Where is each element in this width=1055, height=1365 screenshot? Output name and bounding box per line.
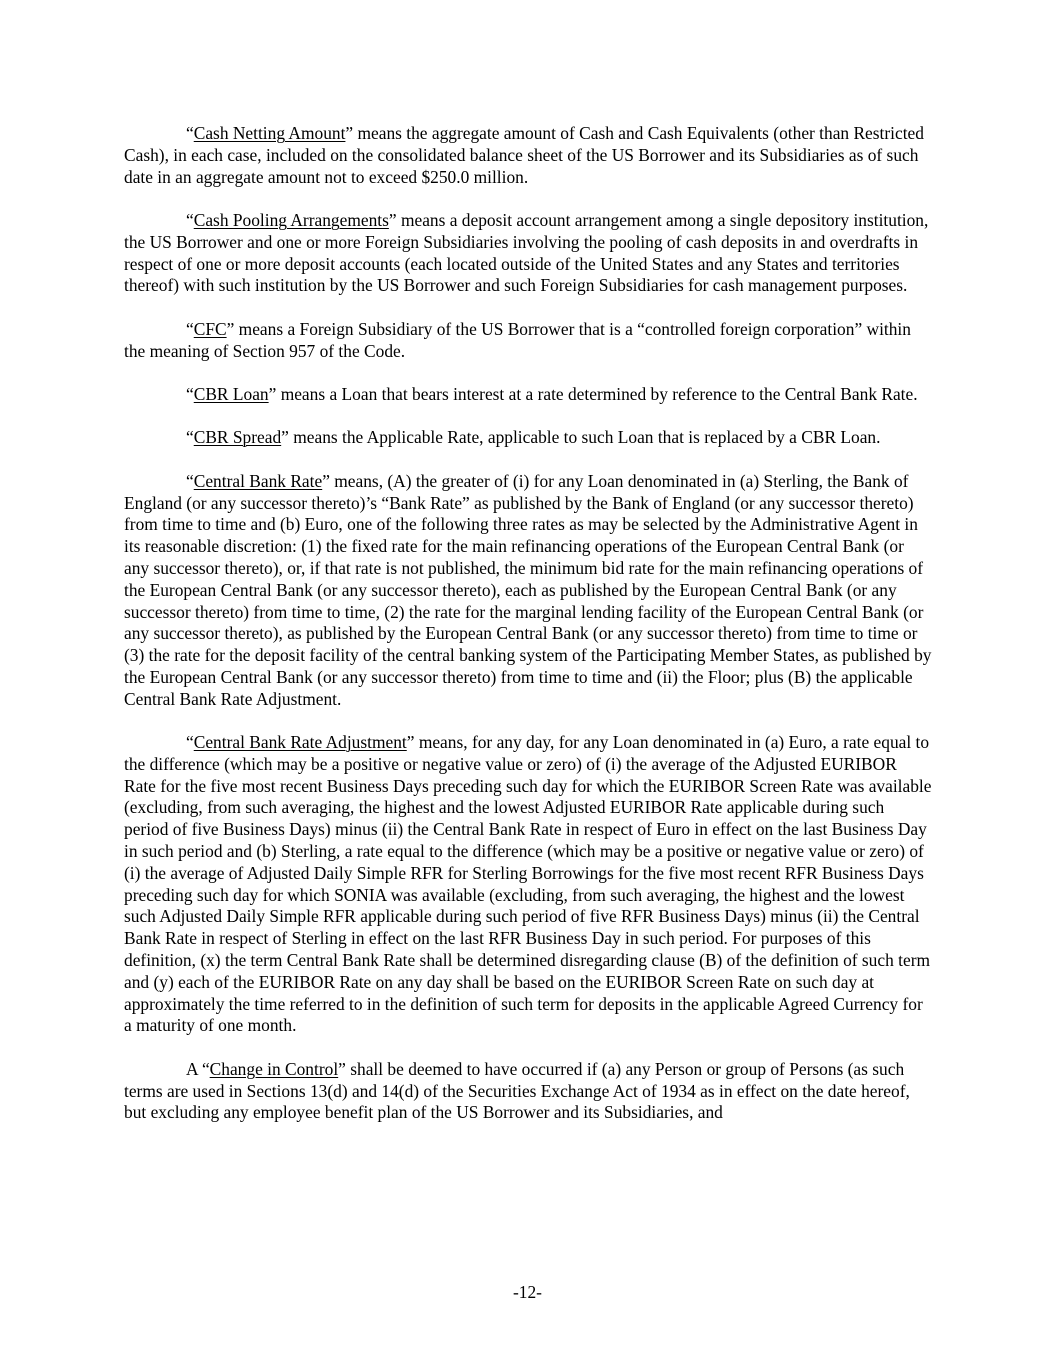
definition-prefix: A “ — [186, 1058, 210, 1079]
definition-prefix: “ — [186, 427, 194, 448]
definition-body: ” means the Applicable Rate, applicable to such Loan that is replaced by a CBR Loan. — [281, 427, 881, 448]
definition-cash-pooling-arrangements — [124, 210, 932, 297]
defined-term: Cash Pooling Arrangements — [193, 209, 389, 230]
definition-body: ” shall be deemed to have occurred if (a) any Person or group of Persons (as such terms are used in Sections 13(d) and 14(d) of the Securities Exchange Act of 1934 as in effect on the date hereof, but excluding any employee benefit plan of the US Borrower and its Subsidiaries, and — [124, 1058, 910, 1123]
defined-term: Change in Control — [209, 1058, 339, 1079]
definition-central-bank-rate — [124, 471, 932, 711]
defined-term: Central Bank Rate Adjustment — [193, 732, 407, 753]
document-page — [124, 123, 932, 1146]
definition-body: ” means a deposit account arrangement among a single depository institution, the US Borrower and one or more Foreign Subsidiaries involving the pooling of cash deposits in and overdrafts in respect of one or more deposit accounts (each located outside of the United States and any States and territories thereof) with such institution by the US Borrower and such Foreign Subsidiaries for cash management purposes. — [124, 209, 929, 296]
definition-central-bank-rate-adjustment — [124, 732, 932, 1037]
definition-prefix: “ — [186, 123, 194, 143]
definition-body: ” means a Foreign Subsidiary of the US Borrower that is a “controlled foreign corporation” within the meaning of Section 957 of the Code. — [124, 318, 911, 361]
definition-cbr-loan — [124, 384, 932, 406]
definition-prefix: “ — [186, 470, 194, 491]
definition-body: ” means, for any day, for any Loan denominated in (a) Euro, a rate equal to the difference (which may be a positive or negative value or zero) of (i) the average of the Adjusted EURIBOR Rate for the five most recent Business Days preceding such day for which the EURIBOR Screen Rate was available (excluding, from such averaging, the highest and the lowest Adjusted EURIBOR Rate applicable during such period of five Business Days) minus (ii) the Central Bank Rate in respect of Euro in effect on the last Business Day in such period and (b) Sterling, a rate equal to the difference (which may be a positive or negative value or zero) of (i) the average of Adjusted Daily Simple RFR for Sterling Borrowings for the five most recent RFR Business Days preceding such day for which SONIA was available (excluding, from such averaging, the highest and the lowest such Adjusted Daily Simple RFR applicable during such period of five RFR Business Days) minus (ii) the Central Bank Rate in respect of Sterling in effect on the last RFR Business Day in such period. For purposes of this definition, (x) the term Central Bank Rate shall be determined disregarding clause (B) of the definition of such term and (y) each of the EURIBOR Rate on any day shall be based on the EURIBOR Screen Rate on such day at approximately the time referred to in the definition of such term for deposits in the applicable Agreed Currency for a maturity of one month. — [124, 732, 932, 1036]
definition-body: ” means the aggregate amount of Cash and Cash Equivalents (other than Restricted Cash), in each case, included on the consolidated balance sheet of the US Borrower and its Subsidiaries as of such date in an aggregate amount not to exceed $250.0 million. — [124, 123, 924, 187]
defined-term: CFC — [193, 318, 227, 339]
definition-cbr-spread — [124, 427, 932, 449]
page-number: -12- — [513, 1282, 542, 1302]
defined-term: Central Bank Rate — [193, 470, 323, 491]
definition-prefix: “ — [186, 383, 194, 404]
defined-term: CBR Spread — [193, 427, 282, 448]
definition-cfc — [124, 319, 932, 363]
defined-term: CBR Loan — [193, 383, 269, 404]
definition-body: ” means a Loan that bears interest at a rate determined by reference to the Central Bank Rate. — [268, 383, 918, 404]
definition-prefix: “ — [186, 318, 194, 339]
definition-body: ” means, (A) the greater of (i) for any Loan denominated in (a) Sterling, the Bank of England (or any successor thereto)’s “Bank Rate” as published by the Bank of England (or any successor thereto) from time to time and (b) Euro, one of the following three rates as may be selected by the Administrative Agent in its reasonable discretion: (1) the fixed rate for the main refinancing operations of the European Central Bank (or any successor thereto), or, if that rate is not published, the minimum bid rate for the main refinancing operations of the European Central Bank (or any successor thereto), each as published by the European Central Bank (or any successor thereto) from time to time, (2) the rate for the marginal lending facility of the European Central Bank (or any successor thereto), as published by the European Central Bank (or any successor thereto) from time to time or (3) the rate for the deposit facility of the central banking system of the Participating Member States, as published by the European Central Bank (or any successor thereto) from time to time and (ii) the Floor; plus (B) the applicable Central Bank Rate Adjustment. — [124, 470, 932, 709]
definition-prefix: “ — [186, 209, 194, 230]
definition-cash-netting-amount — [124, 123, 932, 188]
definition-change-in-control — [124, 1059, 932, 1124]
definition-prefix: “ — [186, 732, 194, 753]
defined-term: Cash Netting Amount — [193, 123, 346, 143]
